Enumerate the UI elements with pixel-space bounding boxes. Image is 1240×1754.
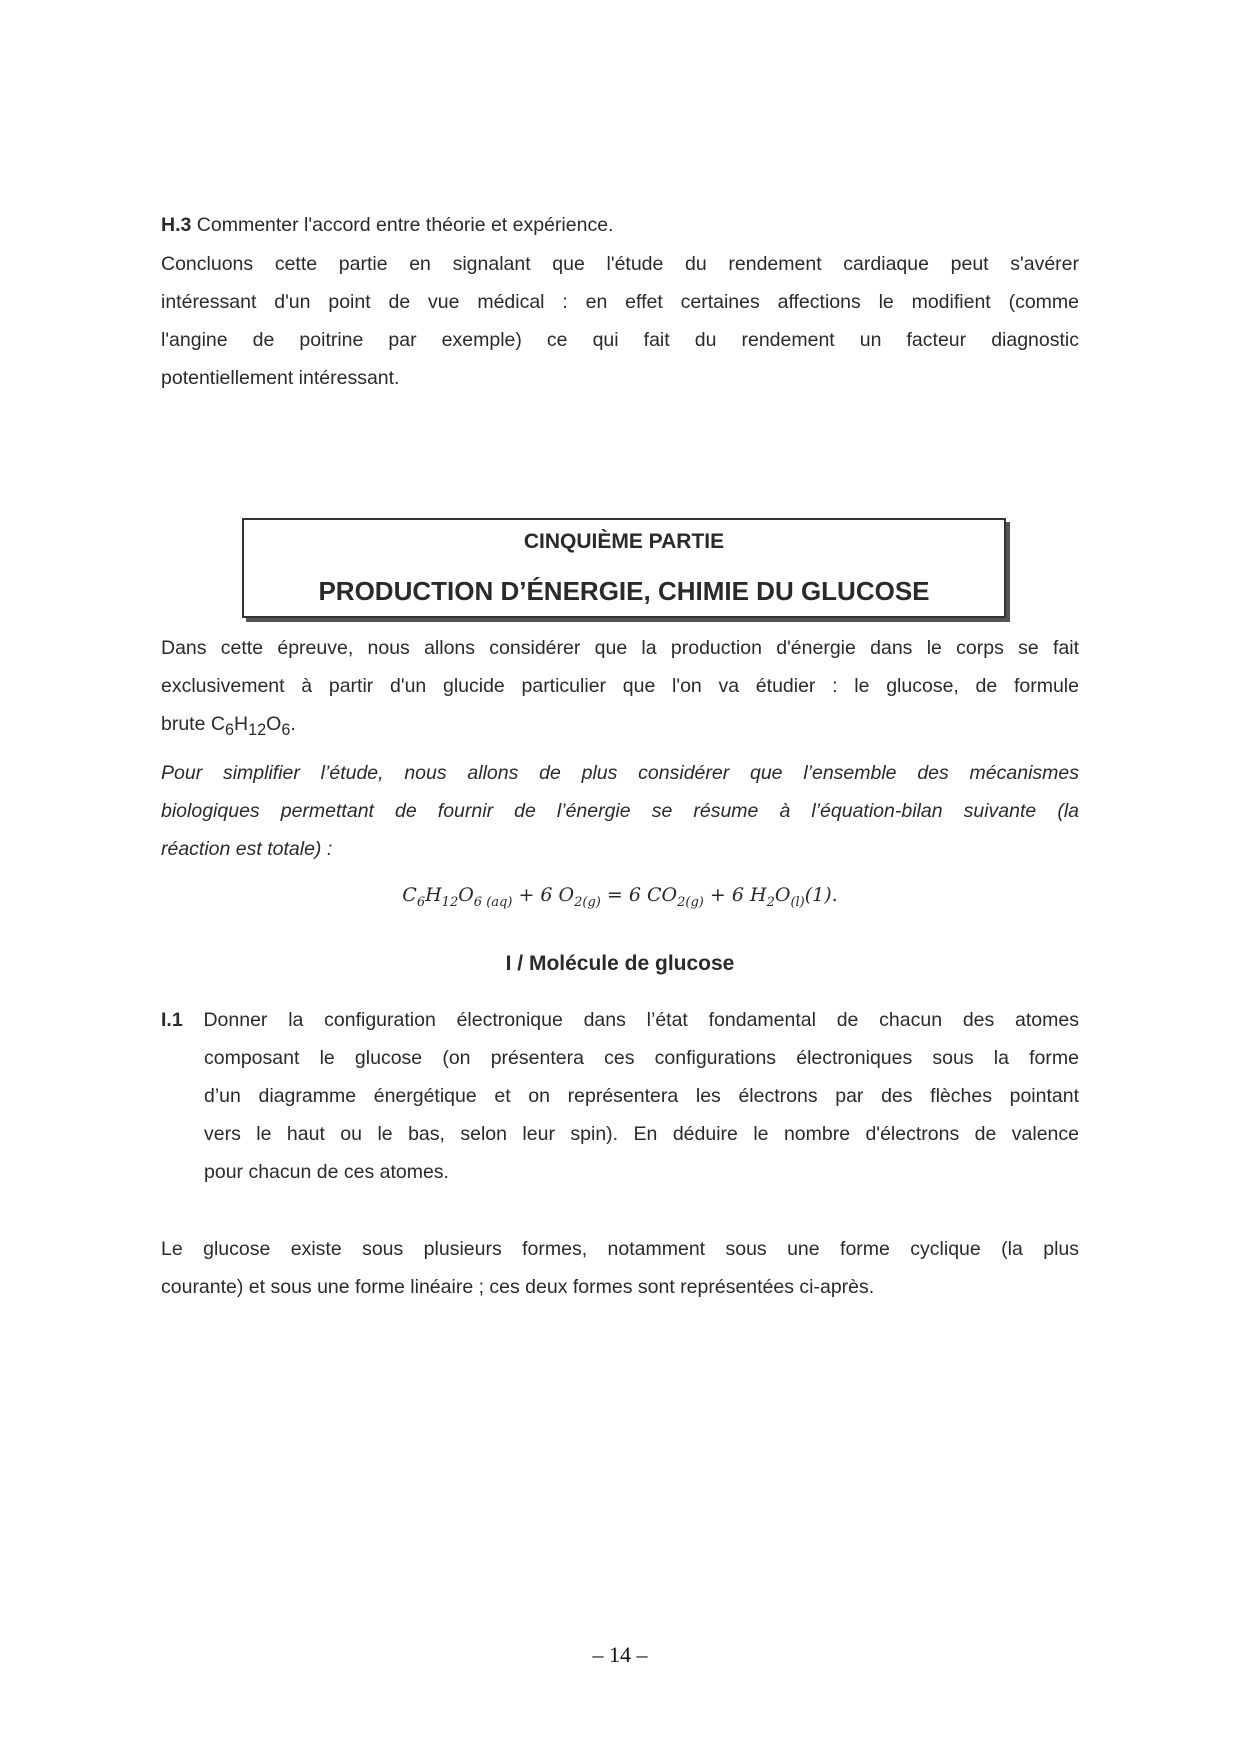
text-line: potentiellement intéressant. — [161, 367, 400, 389]
text-line: Pour simplifier l’étude, nous allons de plus considérer que l’ensemble des mécanismes — [161, 762, 1079, 784]
text-line: intéressant d'un point de vue médical : en effet certaines affections le modifient (comme — [161, 291, 1079, 313]
glucose-paragraph — [161, 1230, 1079, 1306]
question-text: Donner la configuration électronique dans l’état fondamental de chacun des atomes — [182, 1009, 1079, 1031]
reaction-equation: $C_6H_{12}O_{6 (aq)} + 6$ $O_{2(g)} = 6$ $CO_{2(g)} + 6$ $H_2O_{(l)}(1)$. — [402, 884, 838, 910]
page-number: – 14 – — [592, 1642, 648, 1667]
text-line: courante) et sous une forme linéaire ; ces deux formes sont représentées ci-après. — [161, 1276, 875, 1298]
question-i1 — [161, 1001, 1079, 1191]
question-label: I.1 — [161, 1009, 183, 1031]
section-title: PRODUCTION D’ÉNERGIE, CHIMIE DU GLUCOSE — [318, 576, 930, 606]
text-line: biologiques permettant de fournir de l’énergie se résume à l’équation-bilan suivante (la — [161, 800, 1079, 822]
section-subtitle: CINQUIÈME PARTIE — [523, 530, 725, 553]
subsection-heading: I / Molécule de glucose — [505, 952, 735, 975]
text-line: d’un diagramme énergétique et on représentera les électrons par des flèches pointant — [204, 1085, 1079, 1107]
italic-paragraph — [161, 754, 1079, 868]
text-line: l'angine de poitrine par exemple) ce qui fait du rendement un facteur diagnostic — [161, 329, 1079, 351]
text-line: Dans cette épreuve, nous allons considérer que la production d'énergie dans le corps se fait — [161, 637, 1079, 659]
question-h3 — [161, 206, 1079, 244]
text-line: composant le glucose (on présentera ces configurations électroniques sous la forme — [204, 1047, 1079, 1069]
section-title-box — [242, 518, 1006, 618]
text-line: Concluons cette partie en signalant que l'étude du rendement cardiaque peut s'avérer — [161, 253, 1079, 275]
text-line: réaction est totale) : — [161, 838, 333, 860]
question-label: H.3 — [161, 214, 192, 236]
text-line: exclusivement à partir d'un glucide particulier que l'on va étudier : le glucose, de formule — [161, 675, 1079, 697]
question-text: Commenter l'accord entre théorie et expérience. — [191, 214, 614, 236]
text-line: Le glucose existe sous plusieurs formes, notamment sous une forme cyclique (la plus — [161, 1238, 1079, 1260]
intro-paragraph — [161, 629, 1079, 743]
text-line: pour chacun de ces atomes. — [204, 1161, 449, 1183]
text-line: vers le haut ou le bas, selon leur spin). En déduire le nombre d'électrons de valence — [204, 1123, 1079, 1145]
text-line: brute $C_6H_{12}O_6$. — [161, 713, 296, 739]
conclusion-paragraph — [161, 245, 1079, 397]
